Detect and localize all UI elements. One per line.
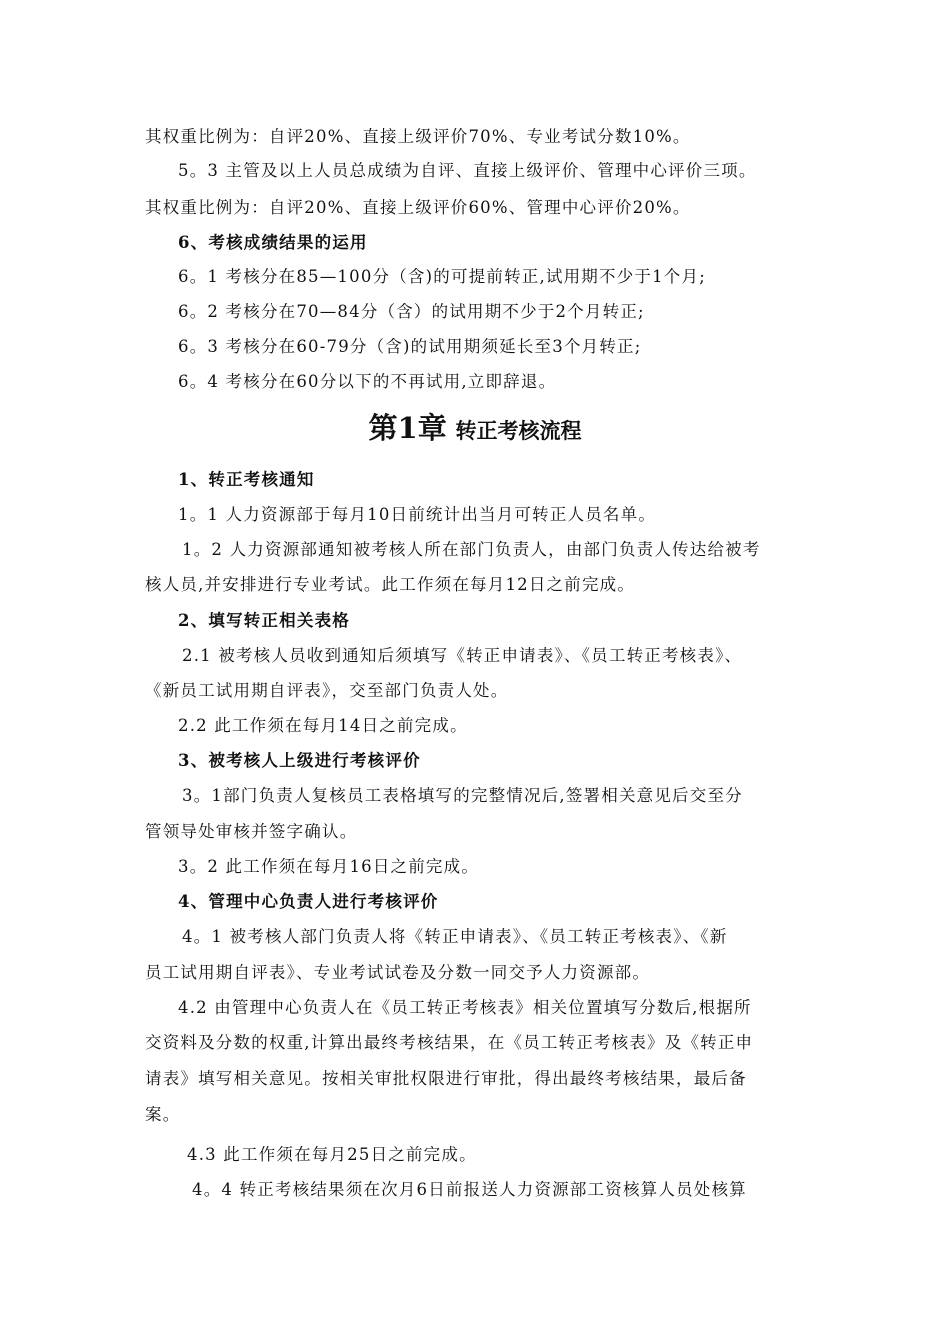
paragraph-line: 6。3 考核分在60-79分（含)的试用期须延长至3个月转正; <box>178 337 642 356</box>
paragraph-line: 员工试用期自评表》、专业考试试卷及分数一同交予人力资源部。 <box>145 963 651 982</box>
paragraph-line: 其权重比例为：自评20%、直接上级评价70%、专业考试分数10%。 <box>145 127 691 146</box>
paragraph-line: 3。2 此工作须在每月16日之前完成。 <box>178 857 480 876</box>
paragraph-line: 4.3 此工作须在每月25日之前完成。 <box>187 1145 477 1164</box>
paragraph-line: 4。4 转正考核结果须在次月6日前报送人力资源部工资核算人员处核算 <box>192 1180 747 1199</box>
paragraph-line: 1。2 人力资源部通知被考核人所在部门负责人，由部门负责人传达给被考 <box>182 540 761 559</box>
section-heading: 4、管理中心负责人进行考核评价 <box>178 892 439 911</box>
paragraph-line: 请表》填写相关意见。按相关审批权限进行审批，得出最终考核结果，最后备 <box>145 1069 747 1088</box>
paragraph-line: 核人员,并安排进行专业考试。此工作须在每月12日之前完成。 <box>145 575 636 594</box>
chapter-number: 第1章 <box>368 411 447 445</box>
paragraph-line: 2.1 被考核人员收到通知后须填写《转正申请表》、《员工转正考核表》、 <box>182 646 743 665</box>
paragraph-line: 4.2 由管理中心负责人在《员工转正考核表》相关位置填写分数后,根据所 <box>178 998 752 1017</box>
chapter-heading <box>0 410 950 449</box>
paragraph-line: 3。1部门负责人复核员工表格填写的完整情况后,签署相关意见后交至分 <box>182 786 743 805</box>
section-heading: 3、被考核人上级进行考核评价 <box>178 751 421 770</box>
chapter-title: 转正考核流程 <box>455 418 582 443</box>
section-heading: 1、转正考核通知 <box>178 470 315 489</box>
paragraph-line: 4。1 被考核人部门负责人将《转正申请表》、《员工转正考核表》、《新 <box>182 927 728 946</box>
paragraph-line: 6。2 考核分在70—84分（含）的试用期不少于2个月转正; <box>178 302 645 321</box>
paragraph-line: 6。1 考核分在85—100分（含)的可提前转正,试用期不少于1个月; <box>178 267 706 286</box>
paragraph-line: 6。4 考核分在60分以下的不再试用,立即辞退。 <box>178 372 557 391</box>
paragraph-line: 管领导处审核并签字确认。 <box>145 822 358 841</box>
paragraph-line: 2.2 此工作须在每月14日之前完成。 <box>178 716 468 735</box>
paragraph-line: 1。1 人力资源部于每月10日前统计出当月可转正人员名单。 <box>178 505 657 524</box>
section-heading: 2、填写转正相关表格 <box>178 611 350 630</box>
paragraph-line: 5。3 主管及以上人员总成绩为自评、直接上级评价、管理中心评价三项。 <box>178 161 757 180</box>
paragraph-line: 案。 <box>145 1105 181 1124</box>
section-heading: 6、考核成绩结果的运用 <box>178 233 368 252</box>
paragraph-line: 其权重比例为：自评20%、直接上级评价60%、管理中心评价20%。 <box>145 198 691 217</box>
paragraph-line: 《新员工试用期自评表》，交至部门负责人处。 <box>145 681 509 700</box>
paragraph-line: 交资料及分数的权重,计算出最终考核结果，在《员工转正考核表》及《转正申 <box>145 1033 754 1052</box>
